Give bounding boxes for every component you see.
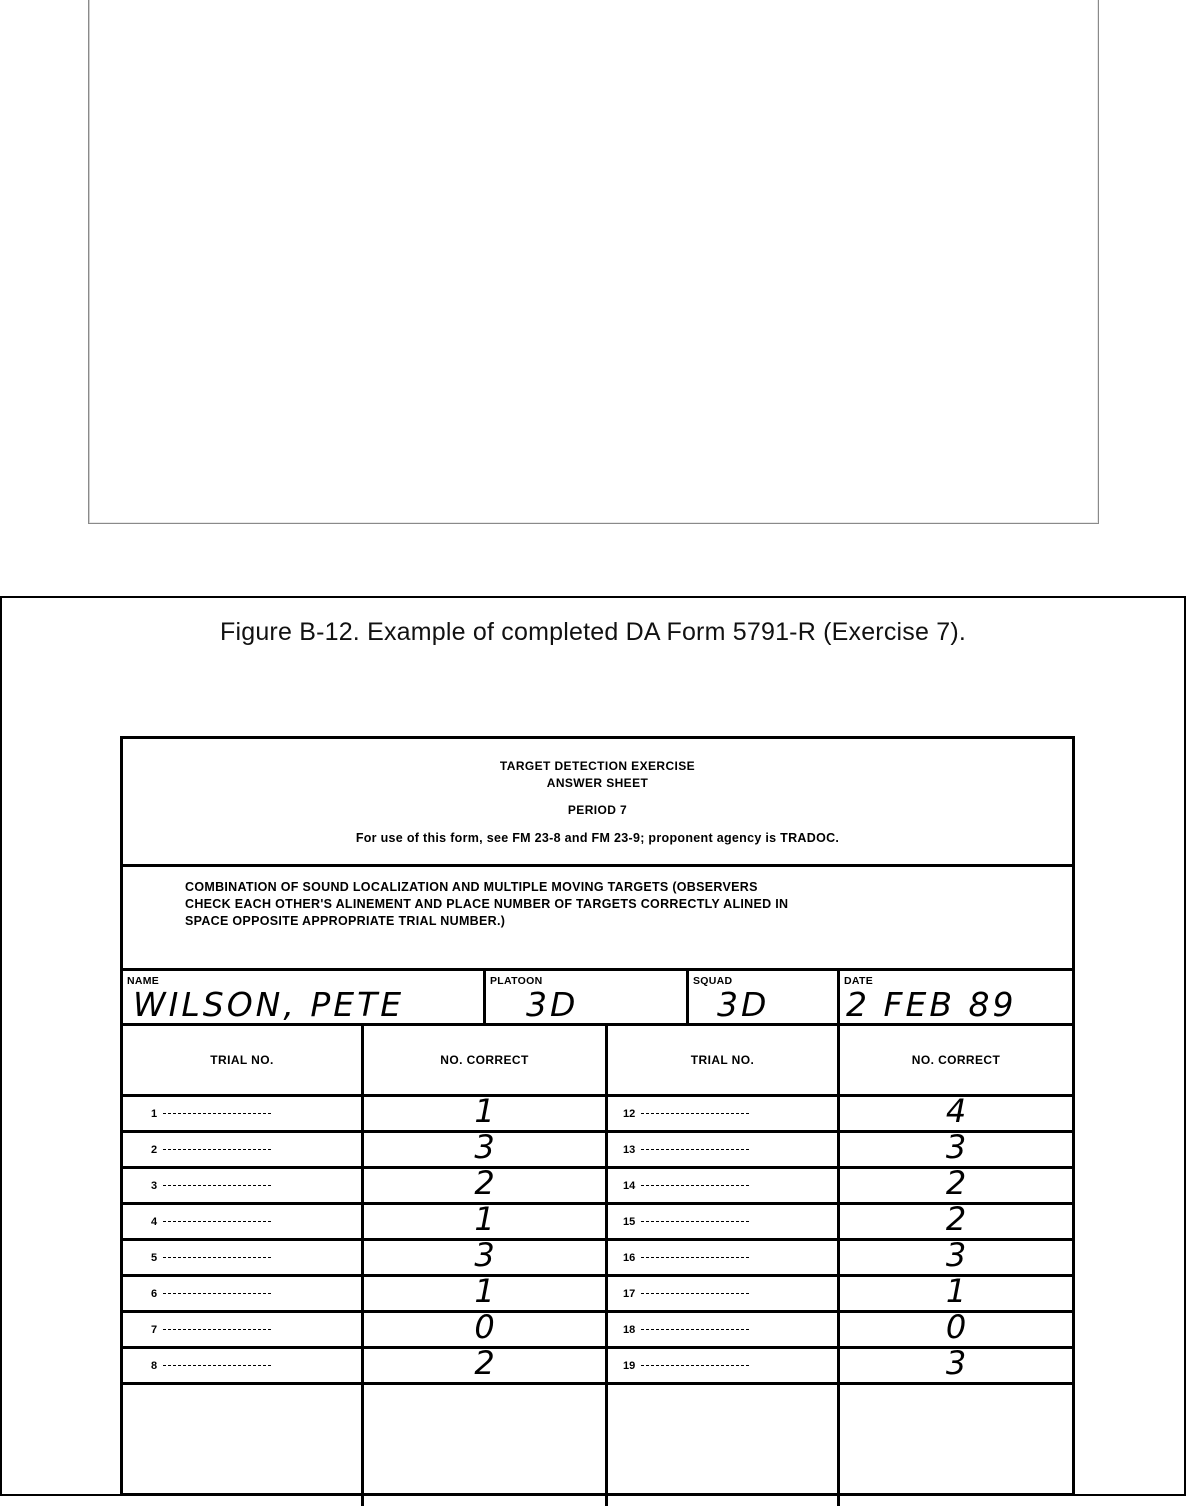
trial-number-text: 19 [623,1359,636,1372]
trial-number-text: 4 [151,1215,158,1228]
instructions-line: SPACE OPPOSITE APPROPRIATE TRIAL NUMBER.) [185,914,506,928]
date-value: 2 FEB 89 [846,985,1017,1024]
platoon-value: 3D [526,985,579,1024]
trial-number-text: 6 [151,1287,158,1300]
trial-dash-line [163,1365,271,1366]
trial-dash-line [641,1293,749,1294]
trial-number-left [151,1133,271,1166]
identification-row [123,971,1072,1026]
trial-dash-line [163,1113,271,1114]
name-field [123,971,483,1023]
form-header [123,739,1072,867]
answer-value-right: 2 [945,1164,967,1202]
trial-number-left [151,1097,271,1130]
answer-value-left: 0 [474,1308,495,1346]
trial-number-right [623,1349,749,1382]
trial-number-text: 16 [623,1251,636,1264]
date-field [840,971,1072,1023]
trial-number-right [623,1169,749,1202]
trial-dash-line [641,1257,749,1258]
answer-value-left: 2 [474,1164,495,1202]
trial-number-text: 17 [623,1287,636,1300]
trial-number-text: 2 [151,1143,158,1156]
trial-number-left [151,1277,271,1310]
trial-number-right [623,1097,749,1130]
col-header-correct-right: NO. CORRECT [911,1053,1001,1067]
platoon-field [486,971,686,1023]
trial-number-right [623,1205,749,1238]
date-label: DATE [844,975,874,987]
answer-sheet-form [120,736,1075,1496]
previous-figure-panel [88,0,1099,524]
trial-dash-line [163,1185,271,1186]
trial-number-right [623,1241,749,1274]
squad-value: 3D [717,985,770,1024]
row-rule [123,1382,1072,1385]
trial-number-left [151,1313,271,1346]
answer-value-right: 3 [945,1128,967,1166]
squad-field [689,971,837,1023]
trial-dash-line [163,1257,271,1258]
instructions-line: CHECK EACH OTHER'S ALINEMENT AND PLACE NUMBER OF TARGETS CORRECTLY ALINED IN [185,897,789,911]
trial-dash-line [641,1113,749,1114]
answer-value-left: 2 [474,1344,495,1382]
trial-dash-line [641,1221,749,1222]
trial-number-left [151,1205,271,1238]
col-header-trial-left: TRIAL NO. [210,1053,274,1067]
trial-number-left [151,1349,271,1382]
name-label: NAME [127,975,160,987]
form-use-note: For use of this form, see FM 23-8 and FM 23-9; proponent agency is TRADOC. [355,831,840,845]
answer-value-right: 1 [945,1272,967,1310]
trial-number-text: 14 [623,1179,636,1192]
answer-value-left: 3 [474,1236,495,1274]
form-period: PERIOD 7 [567,803,628,817]
trial-number-text: 15 [623,1215,636,1228]
trial-number-text: 12 [623,1107,636,1120]
instructions-line: COMBINATION OF SOUND LOCALIZATION AND MULTIPLE MOVING TARGETS (OBSERVERS [185,880,758,894]
answer-value-right: 0 [945,1308,967,1346]
form-instructions [123,867,1072,971]
instructions-text [185,879,1025,930]
answer-value-left: 1 [474,1092,495,1130]
trial-dash-line [641,1365,749,1366]
form-subtitle: ANSWER SHEET [546,776,649,790]
trial-number-text: 1 [151,1107,158,1120]
col-header-correct-left: NO. CORRECT [440,1053,529,1067]
trial-number-text: 8 [151,1359,158,1372]
answer-value-left: 1 [474,1200,495,1238]
trial-number-text: 7 [151,1323,158,1336]
column-divider [605,1026,608,1506]
trial-number-text: 18 [623,1323,636,1336]
name-value: WILSON, PETE [133,985,405,1024]
trial-number-text: 3 [151,1179,158,1192]
trial-dash-line [641,1329,749,1330]
trial-dash-line [163,1293,271,1294]
form-title: TARGET DETECTION EXERCISE [499,759,696,773]
answer-value-right: 3 [945,1344,967,1382]
trial-number-text: 5 [151,1251,158,1264]
answer-value-left: 1 [474,1272,495,1310]
trial-number-right [623,1313,749,1346]
answer-value-left: 3 [474,1128,495,1166]
trial-dash-line [163,1149,271,1150]
answer-value-right: 3 [945,1236,967,1274]
trial-dash-line [641,1149,749,1150]
answer-value-right: 2 [945,1200,967,1238]
trial-dash-line [163,1221,271,1222]
answer-value-right: 4 [945,1092,967,1130]
squad-label: SQUAD [693,975,733,987]
trial-dash-line [163,1329,271,1330]
figure-caption: Figure B-12. Example of completed DA Form 5791-R (Exercise 7). [219,618,967,646]
trial-number-right [623,1277,749,1310]
trial-number-text: 13 [623,1143,636,1156]
col-header-trial-right: TRIAL NO. [690,1053,755,1067]
trial-number-left [151,1169,271,1202]
trial-dash-line [641,1185,749,1186]
platoon-label: PLATOON [490,975,543,987]
trial-number-left [151,1241,271,1274]
trial-number-right [623,1133,749,1166]
